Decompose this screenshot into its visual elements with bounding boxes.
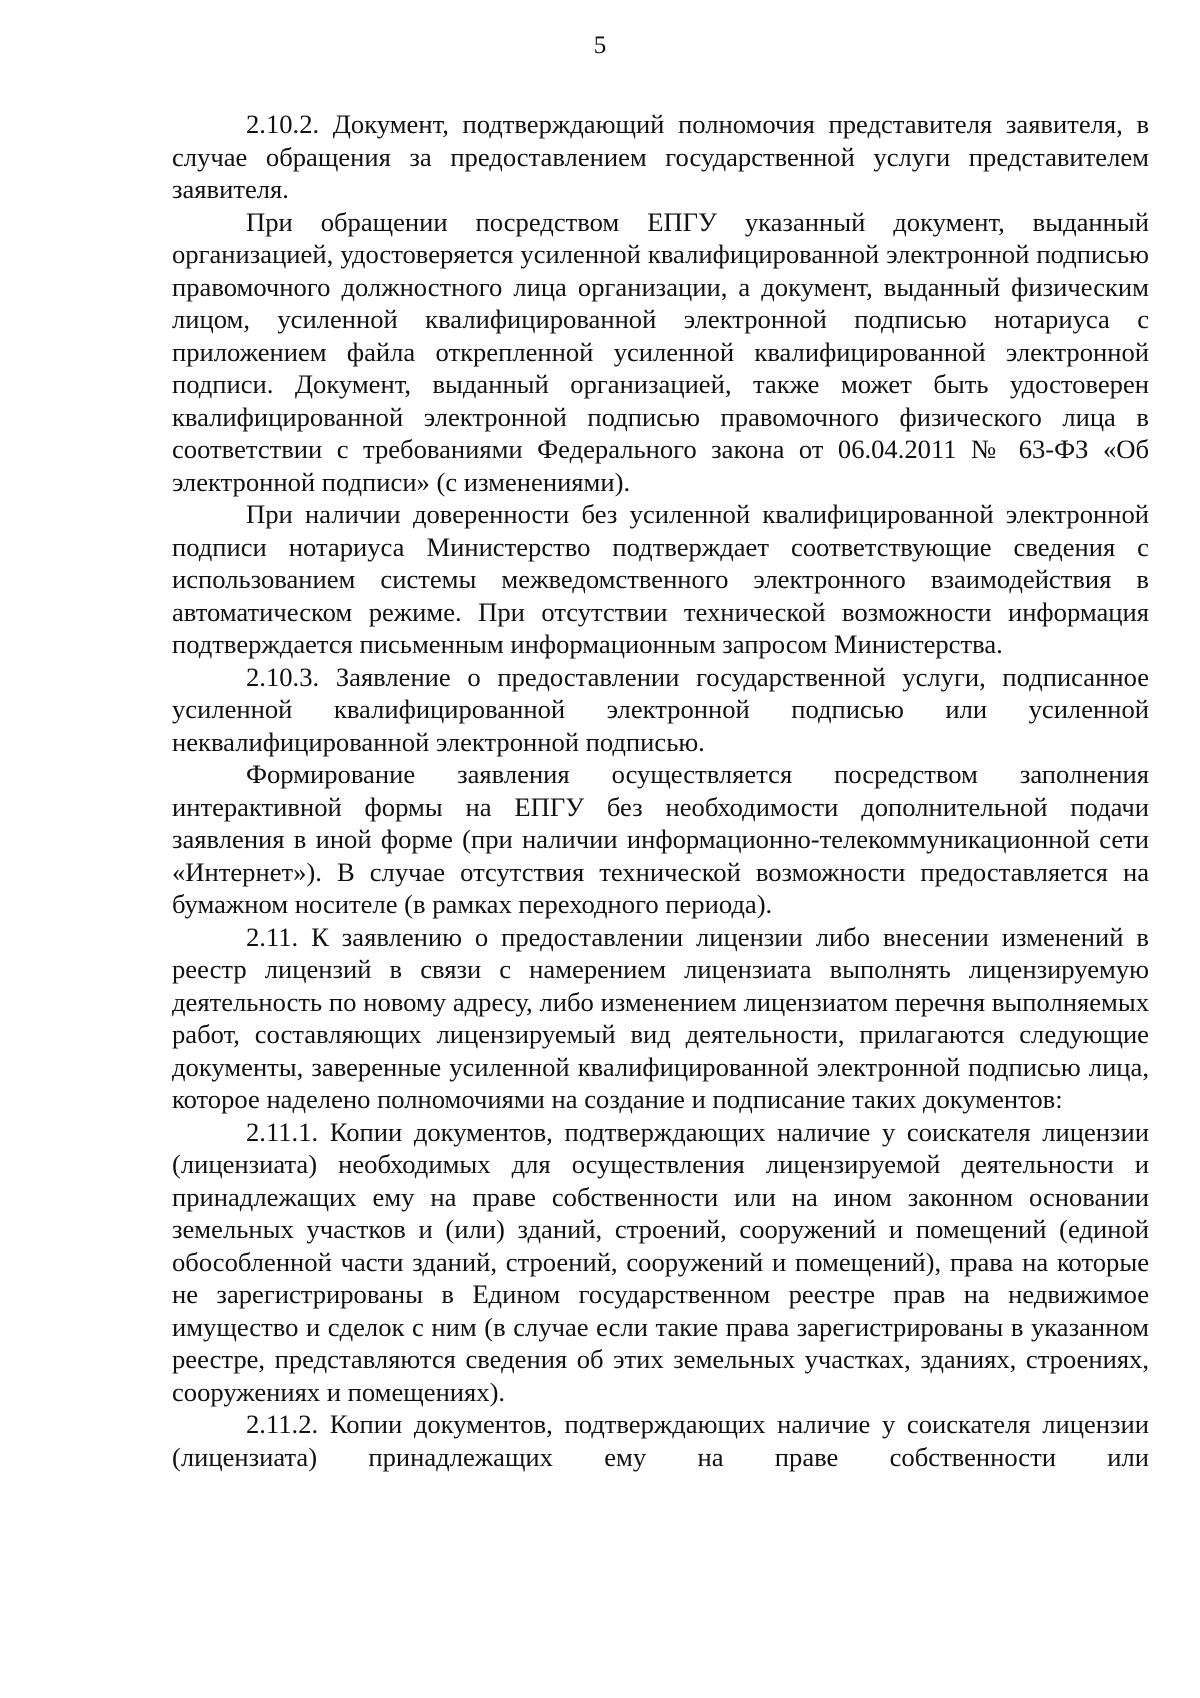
page-number: 5 [593, 32, 607, 59]
paragraph-2-11-1: 2.11.1. Копии документов, подтверждающих наличие у соискателя лицензии (лицензиата) необходимых для осуществления лицензируемой деятельности и принадлежащих ему на праве собственности или на ином законном основании земельных участков и (или) зданий, строений, сооружений и помещений (единой обособленной части зданий, строений, сооружений и помещений), права на которые не зарегистрированы в Едином государственном реестре прав на недвижимое имущество и сделок с ним (в случае если такие права зарегистрированы в указанном реестре, представляются сведения об этих земельных участках, зданиях, строениях, сооружениях и помещениях). [172, 1116, 1149, 1407]
paragraph-epgu-signature: При обращении посредством ЕПГУ указанный документ, выданный организацией, удостоверяется усиленной квалифицированной электронной подписью правомочного должностного лица организации, а документ, выданный физическим лицом, усиленной квалифицированной электронной подписью нотариуса с приложением файла открепленной усиленной квалифицированной электронной подписи. Документ, выданный организацией, также может быть удостоверен квалифицированной электронной подписью правомочного физического лица в соответствии с требованиями Федерального закона от 06.04.2011 № 63-ФЗ «Об электронной подписи» (с изменениями). [172, 206, 1149, 497]
paragraph-application-form: Формирование заявления осуществляется посредством заполнения интерактивной формы на ЕПГУ без необходимости дополнительной подачи заявления в иной форме (при наличии информационно-телекоммуникационной сети «Интернет»). В случае отсутствия технической возможности предоставляется на бумажном носителе (в рамках переходного периода). [172, 759, 1149, 919]
document-body [172, 108, 1149, 1473]
paragraph-2-10-3: 2.10.3. Заявление о предоставлении государственной услуги, подписанное усиленной квалифицированной электронной подписью или усиленной неквалифицированной электронной подписью. [172, 661, 1149, 757]
paragraph-2-11-2: 2.11.2. Копии документов, подтверждающих наличие у соискателя лицензии (лицензиата) принадлежащих ему на праве собственности или [172, 1409, 1149, 1472]
paragraph-2-10-2: 2.10.2. Документ, подтверждающий полномочия представителя заявителя, в случае обращения за предоставлением государственной услуги представителем заявителя. [172, 109, 1149, 204]
paragraph-power-of-attorney: При наличии доверенности без усиленной квалифицированной электронной подписи нотариуса Министерство подтверждает соответствующие сведения с использованием системы межведомственного электронного взаимодействия в автоматическом режиме. При отсутствии технической возможности информация подтверждается письменным информационным запросом Министерства. [172, 499, 1149, 659]
paragraph-2-11: 2.11. К заявлению о предоставлении лицензии либо внесении изменений в реестр лицензий в связи с намерением лицензиата выполнять лицензируемую деятельность по новому адресу, либо изменением лицензиатом перечня выполняемых работ, составляющих лицензируемый вид деятельности, прилагаются следующие документы, заверенные усиленной квалифицированной электронной подписью лица, которое наделено полномочиями на создание и подписание таких документов: [172, 921, 1149, 1114]
